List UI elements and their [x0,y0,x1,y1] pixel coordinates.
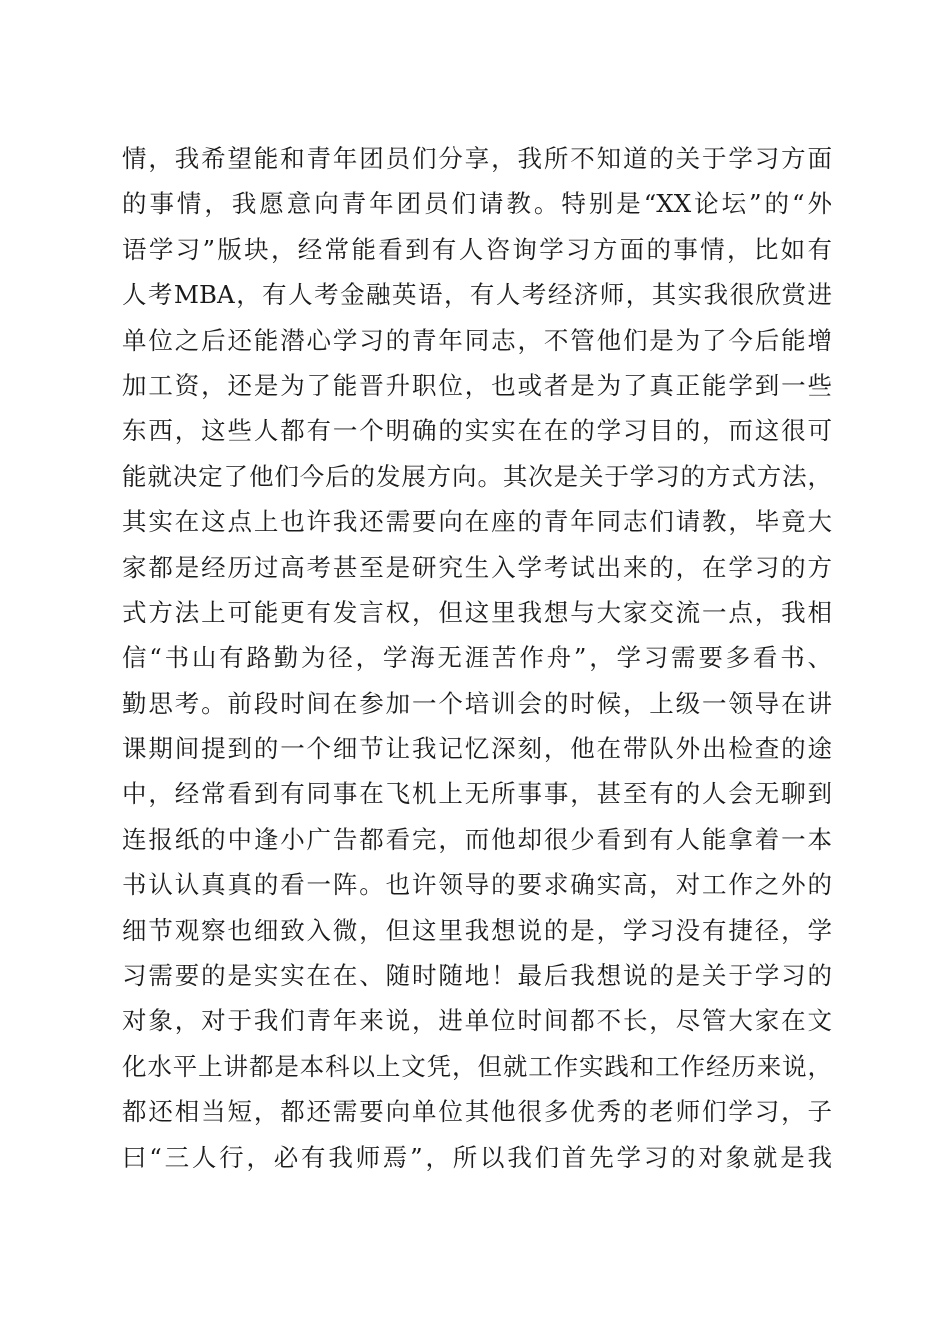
text-line: 加工资，还是为了能晋升职位，也或者是为了真正能学到一些 [122,370,832,400]
text-line: 连报纸的中逢小广告都看完，而他却很少看到有人能拿着一本 [122,824,832,854]
text-line: 语学习”版块，经常能看到有人咨询学习方面的事情，比如有 [122,234,832,264]
text-line: 人考MBA，有人考金融英语，有人考经济师，其实我很欣赏进 [122,280,832,310]
text-line: 曰“三人行，必有我师焉”，所以我们首先学习的对象就是我 [122,1142,832,1172]
text-line: 都还相当短，都还需要向单位其他很多优秀的老师们学习，子 [122,1097,832,1127]
text-line: 式方法上可能更有发言权，但这里我想与大家交流一点，我相 [122,597,832,627]
text-line: 能就决定了他们今后的发展方向。其次是关于学习的方式方法， [122,461,832,491]
text-line: 中，经常看到有同事在飞机上无所事事，甚至有的人会无聊到 [122,779,832,809]
text-line: 情，我希望能和青年团员们分享，我所不知道的关于学习方面 [122,144,832,173]
text-line: 书认认真真的看一阵。也许领导的要求确实高，对工作之外的 [122,870,832,900]
text-line: 东西，这些人都有一个明确的实实在在的学习目的，而这很可 [122,416,832,446]
text-line: 其实在这点上也许我还需要向在座的青年同志们请教，毕竟大 [122,507,832,537]
text-line: 课期间提到的一个细节让我记忆深刻，他在带队外出检查的途 [122,734,832,764]
body-text [122,136,832,1180]
text-line: 单位之后还能潜心学习的青年同志，不管他们是为了今后能增 [122,325,832,355]
text-line: 细节观察也细致入微，但这里我想说的是，学习没有捷径，学 [122,915,832,945]
text-line: 对象，对于我们青年来说，进单位时间都不长，尽管大家在文 [122,1006,832,1036]
text-line: 勤思考。前段时间在参加一个培训会的时候，上级一领导在讲 [122,688,832,718]
text-line: 的事情，我愿意向青年团员们请教。特别是“XX论坛”的“外 [122,189,832,219]
text-line: 习需要的是实实在在、随时随地！最后我想说的是关于学习的 [122,961,832,991]
text-line: 化水平上讲都是本科以上文凭，但就工作实践和工作经历来说， [122,1051,832,1081]
text-line: 信“书山有路勤为径，学海无涯苦作舟”，学习需要多看书、 [122,643,832,673]
text-line: 家都是经历过高考甚至是研究生入学考试出来的，在学习的方 [122,552,832,582]
